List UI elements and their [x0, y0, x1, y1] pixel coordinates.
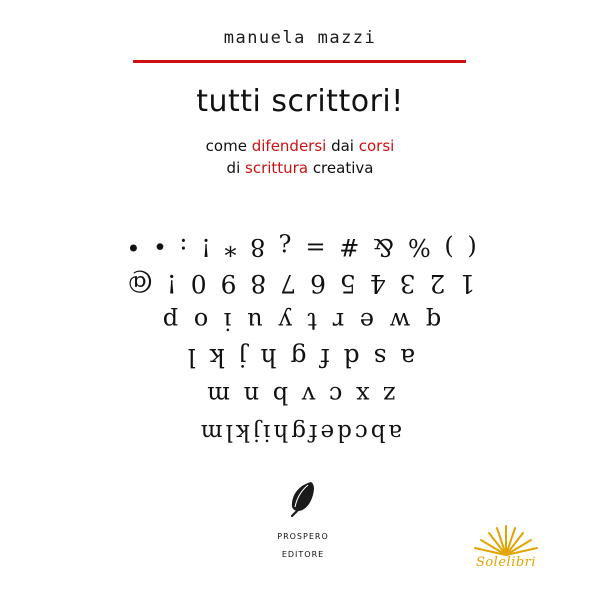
accent-rule	[133, 60, 466, 63]
author-name: manuela mazzi	[223, 28, 377, 48]
subtitle-seg-4: corsi	[358, 137, 395, 155]
keyboard-row: abcdefghijklm	[197, 419, 403, 445]
subtitle-seg-7: creativa	[312, 159, 374, 177]
book-subtitle	[0, 135, 600, 179]
quill-icon	[258, 479, 348, 522]
subtitle-seg-3: dai	[331, 137, 359, 155]
subtitle-line-2	[0, 157, 600, 179]
publisher-logo	[258, 479, 348, 562]
keyboard-row: ( ) % & # = ¿ 8 * ! : ∙ •	[123, 233, 477, 261]
imprint-name: Solelibri	[475, 555, 537, 570]
keyboard-row: a s d f g h j k l	[184, 343, 416, 372]
subtitle-seg-6: scrittura	[245, 159, 313, 177]
subtitle-seg-2: difendersi	[251, 137, 332, 155]
imprint-logo	[458, 523, 554, 570]
sun-icon	[458, 523, 554, 557]
subtitle-seg-5: di	[226, 159, 246, 177]
keyboard-row: z x c v b n m	[204, 381, 396, 409]
subtitle-seg-1: come	[205, 137, 252, 155]
book-title: tutti scrittori!	[196, 84, 404, 119]
keyboard-row: 1 2 3 4 5 6 7 8 9 0 ! @	[124, 269, 476, 298]
keyboard-art	[0, 228, 600, 450]
subtitle-line-1	[0, 135, 600, 157]
publisher-name: PROSPERO EDITORE	[277, 532, 329, 559]
keyboard-row: q w e r t y u i o p	[158, 307, 442, 335]
